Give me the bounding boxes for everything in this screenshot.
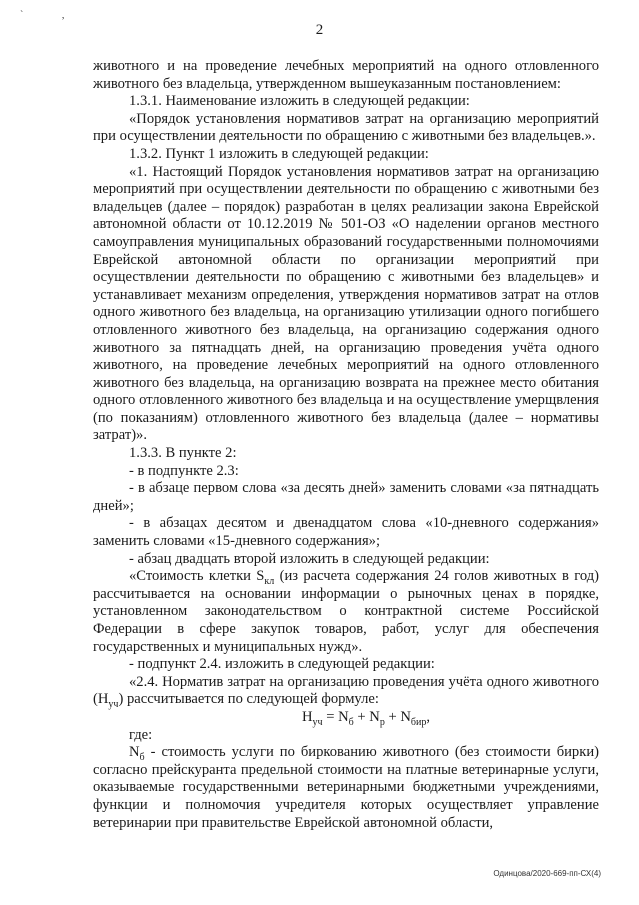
scan-specks: ` ,: [20, 10, 83, 21]
paragraph: - абзац двадцать второй изложить в следующей редакции:: [129, 550, 490, 567]
paragraph: [93, 744, 599, 832]
subscript: уч: [312, 716, 323, 728]
formula-part: + N: [353, 708, 380, 725]
paragraph: [93, 568, 599, 656]
text-run: (из расчета содержания 24 голов животных в год) рассчитывается на основании информации о рыночных ценах в порядке, установленном законодательством о контрактной системе Российской Федерации в сфере закупок товаров, работ, услуг для обеспечения государственных и муниципальных нужд».: [93, 568, 599, 655]
paragraph: 1.3.3. В пункте 2:: [129, 445, 237, 462]
text-run: N: [129, 744, 140, 761]
document-code: Одинцова/2020-669-пп-СХ(4): [493, 869, 601, 878]
subscript: бир: [410, 716, 427, 728]
subscript: кл: [264, 576, 275, 588]
paragraph: - в подпункте 2.3:: [129, 462, 239, 479]
formula-part: Н: [301, 708, 313, 725]
subscript: б: [139, 752, 145, 764]
formula: [93, 709, 599, 727]
text-run: «2.4. Норматив затрат на организацию проведения учёта одного животного (Н: [93, 673, 599, 708]
where-label: где:: [129, 726, 153, 743]
paragraph: - подпункт 2.4. изложить в следующей редакции:: [129, 656, 435, 673]
subscript: уч: [108, 699, 119, 711]
text-run: ) рассчитывается по следующей формуле:: [118, 691, 379, 708]
paragraph: 1.3.2. Пункт 1 изложить в следующей редакции:: [129, 145, 429, 162]
formula-part: = N: [322, 708, 349, 725]
paragraph: [93, 674, 599, 709]
subscript: р: [379, 716, 385, 728]
paragraph: - в абзаце первом слова «за десять дней» заменить словами «за пятнадцать дней»;: [93, 480, 599, 514]
page-number: 2: [315, 22, 324, 38]
formula-part: + N: [384, 708, 411, 725]
document-body: [93, 58, 599, 832]
paragraph: - в абзацах десятом и двенадцатом слова «10-дневного содержания» заменить словами «15-дневного содержания»;: [93, 515, 599, 550]
formula-part: ,: [426, 708, 430, 725]
text-run: «Стоимость клетки S: [129, 568, 265, 585]
paragraph: «Порядок установления нормативов затрат на организацию мероприятий при осуществлении деятельности по обращению с животными без владельцев.».: [93, 110, 599, 145]
paragraph: 1.3.1. Наименование изложить в следующей редакции:: [129, 93, 470, 110]
paragraph: животного и на проведение лечебных мероприятий на одного отловленного животного без владельца, утвержденном вышеуказанным постановлением:: [93, 58, 599, 92]
subscript: б: [348, 716, 354, 728]
text-run: - стоимость услуги по биркованию животного (без стоимости бирки) согласно прейскуранта предельной стоимости на платные ветеринарные услуги, оказываемые государственными ветеринарными бюджетными учреждениями, функции и полномочия учредителя которых осуществляет управление ветеринарии при правительстве Еврейской автономной области,: [93, 744, 599, 831]
paragraph: «1. Настоящий Порядок установления нормативов затрат на организацию мероприятий при осуществлении деятельности по обращению с животными без владельцев (далее – порядок) разработан в целях реализации закона Еврейской автономной области от 10.12.2019 № 501-ОЗ «О наделении органов местного самоуправления муниципальных образований государственными полномочиями Еврейской автономной области по организации мероприятий при осуществлении деятельности по обращению с животными без владельцев» и устанавливает механизм определения, утверждения нормативов затрат на отлов одного животного без владельца, на организацию утилизации одного погибшего отловленного животного без владельца, на организацию содержания одного животного за пятнадцать дней, на организацию проведения учёта одного животного, на проведение лечебных мероприятий на одного отловленного животного без владельца, на организацию возврата на прежнее место обитания одного отловленного животного без владельца и на осуществление умерщвления (по показаниям) отловленного животного без владельца (далее – нормативы затрат)».: [93, 163, 599, 444]
